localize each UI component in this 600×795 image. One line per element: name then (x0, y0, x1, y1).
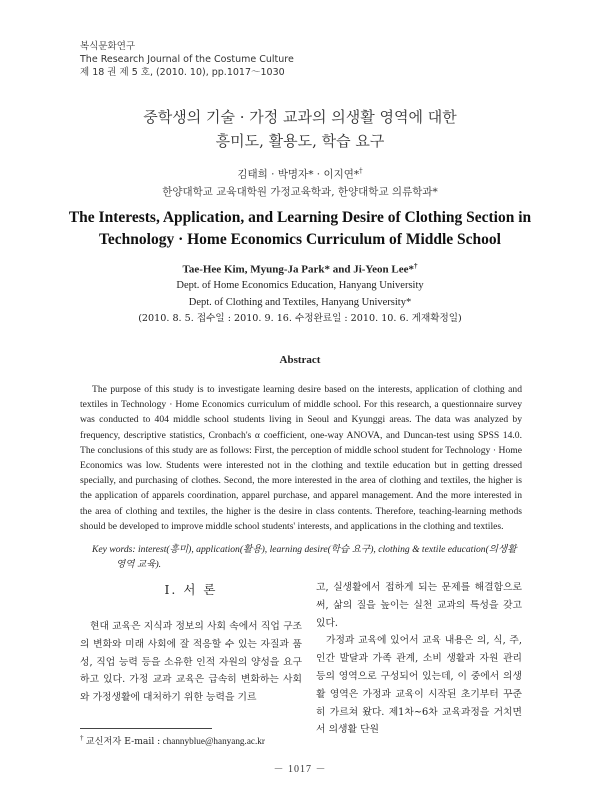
korean-authors (60, 163, 540, 201)
journal-header (80, 40, 294, 79)
korean-affiliation: 한양대학교 교육대학원 가정교육학과, 한양대학교 의류학과* (162, 185, 438, 198)
korean-title-line2: 흥미도, 활용도, 학습 요구 (215, 132, 385, 150)
footnote-dagger: † (80, 733, 84, 742)
abstract-text: The purpose of this study is to investigate learning desire based on the interests, application of clothing and textiles in Technology · Home Economics curriculum of middle school. For this research, a questionnaire survey was conducted to 404 middle school students living in Seoul and Kyunggi areas. The data was analyzed by frequency, descriptive statistics, Cronbach's α coefficient, one-way ANOVA, and Duncan-test using SPSS 14.0. The conclusions of this study are as follows: First, the perception of middle school student for Technology · Home Economics was low. Students were interested not in the clothing and textile education but in getting dressed specially, and purchasing of clothes. Second, the more interested in the area of clothing and textiles, the higher is the application of apparels coordination, apparel purchase, and apparel management. And the more interested in the area of clothing and textiles, the higher is the desire in class contents. Therefore, teaching-learning methods should be developed to improve middle school students' interests, and applications in the clothing and textiles. (80, 384, 522, 532)
english-title (20, 207, 580, 251)
section-heading-introduction: I. 서 론 (164, 582, 218, 597)
korean-author-names: 김태희 · 박명자* · 이지연* (237, 168, 360, 181)
keywords-line1: Key words: interest(흥미), application(활용), learning desire(학습 요구), clothing & textile education(의생활 (92, 544, 517, 555)
submission-dates: (2010. 8. 5. 접수일 : 2010. 9. 16. 수정완료일 : 2010. 10. 6. 게재확정일) (138, 313, 462, 325)
english-title-line2: Technology · Home Economics Curriculum of Middle School (98, 231, 501, 248)
affiliation-dept1: Dept. of Home Economics Education, Hanyang University (176, 280, 424, 292)
abstract-heading: Abstract (279, 354, 321, 366)
journal-english-name: The Research Journal of the Costume Culture (80, 54, 294, 65)
korean-title (60, 105, 540, 153)
page-number: － 1017 － (273, 764, 327, 775)
footnote-email: channyblue@hanyang.ac.kr (162, 736, 265, 746)
footnote-label: 교신저자 E-mail : (85, 736, 161, 747)
corresponding-dagger: † (359, 167, 363, 175)
english-author-names: Tae-Hee Kim, Myung-Ja Park* and Ji-Yeon Lee* (182, 263, 414, 276)
affiliation-dept2: Dept. of Clothing and Textiles, Hanyang University* (188, 296, 412, 308)
korean-title-line1: 중학생의 기술 · 가정 교과의 의생활 영역에 대한 (143, 108, 457, 126)
english-authors (60, 258, 540, 328)
body-right-paragraph1: 고, 실생활에서 접하게 되는 문제를 해결함으로써, 삶의 질을 높이는 실천 교과의 특성을 갖고 있다. (316, 582, 522, 629)
english-title-line1: The Interests, Application, and Learning Desire of Clothing Section in (68, 209, 532, 226)
footnote-rule (80, 728, 212, 729)
keywords (92, 543, 532, 572)
body-left-column: 현대 교육은 지식과 정보의 사회 속에서 직업 구조의 변화와 미래 사회에 잘 적응할 수 있는 자질과 품성, 직업 능력 등을 소유한 인적 자원의 양성을 요구하고 있다. 가정 교과 교육은 급속히 변화하는 사회와 가정생활에 대처하기 위한 능력을 기르 (80, 621, 302, 704)
footnote (80, 733, 265, 747)
body-right-paragraph2: 가정과 교육에 있어서 교육 내용은 의, 식, 주, 인간 발달과 가족 관계, 소비 생활과 자원 관리 등의 영역으로 구성되어 있는데, 이 중에서 의생활 영역은 가정과 교육이 시작된 초기부터 꾸준히 가르쳐 왔다. 제1차~6차 교육과정을 거치면서 의생활 단원 (316, 635, 522, 736)
keywords-line2: 영역 교육). (116, 558, 162, 570)
corresponding-dagger-en: † (414, 262, 418, 270)
journal-issue: 제 18 권 제 5 호, (2010. 10), pp.1017～1030 (80, 67, 285, 78)
body-right-column (316, 579, 522, 739)
journal-korean-name: 복식문화연구 (80, 41, 136, 52)
